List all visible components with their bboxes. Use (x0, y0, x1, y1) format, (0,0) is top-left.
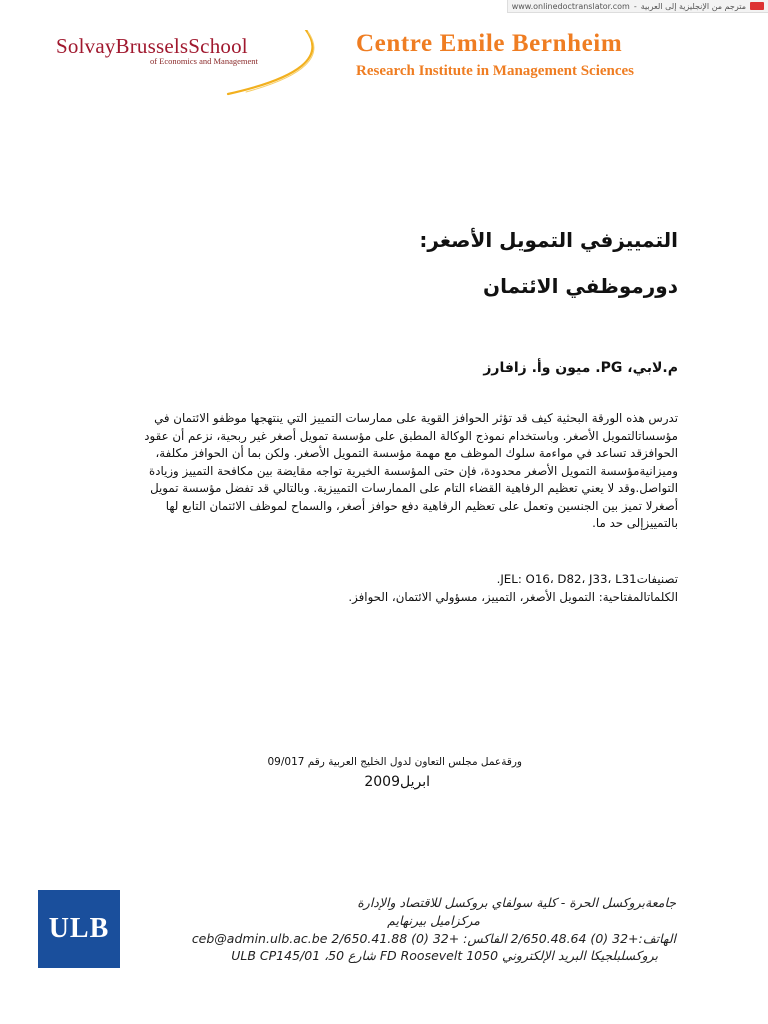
ulb-logo: ULB (38, 890, 120, 968)
translator-banner[interactable] (507, 0, 768, 13)
jel-classification: تصنيفاتJEL: O16، D82، J33، L31. (496, 572, 678, 586)
document-authors: م.لابي، PG. ميون وأ. زافارز (483, 360, 678, 376)
publication-date: ابريل2009 (364, 774, 430, 790)
abstract-line: بالتمييزإلى حد ما. (592, 516, 678, 530)
address-line-postal: بروكسلبلجيكا البريد الإلكتروني 1050 FD Roosevelt شارع 50، ULB CP145/01 (231, 948, 658, 963)
ceb-subtitle: Research Institute in Management Sciences (356, 63, 635, 79)
abstract-line: تدرس هذه الورقة البحثية كيف قد تؤثر الحوافز القوية على ممارسات التمييز التي ينتهجها موظفو الائتمان في (154, 411, 678, 425)
solvay-name: SolvayBrusselsSchool (56, 34, 248, 58)
working-paper-number: ورقةعمل مجلس التعاون لدول الخليج العربية رقم 09/017 (267, 756, 522, 768)
solvay-logo (56, 34, 316, 98)
address-line-contact: الهاتف:+32 (0) 2/650.48.64 الفاكس: +32 (0) 2/650.41.88 ceb@admin.ulb.ac.be (191, 931, 676, 946)
banner-label: مترجم من الإنجليزية إلى العربية (640, 1, 746, 11)
keywords: الكلماتالمفتاحية: التمويل الأصغر، التمييز، مسؤولي الائتمان، الحوافز. (348, 590, 678, 604)
document-title-line1: التمييزفي التمويل الأصغر: (419, 228, 678, 252)
abstract (96, 410, 678, 533)
address-line-university: جامعةبروكسل الحرة - كلية سولفاي بروكسل للاقتصاد والإدارة (357, 895, 676, 910)
abstract-line: أصغرلا تميز بين الجنسين وتعمل على تعظيم الرفاهية دفع حوافز أصغر، والسماح لموظف الائتمان التابع لها (165, 498, 678, 513)
translator-logo-icon (750, 2, 764, 10)
document-title-line2: دورموظفي الائتمان (483, 274, 678, 298)
abstract-line: التواصل.وقد لا يعني تعظيم الرفاهية القضاء التام على الممارسات التمييزية. وبالتالي قد تفضل مؤسسة تمويل (150, 481, 678, 495)
solvay-subtitle: of Economics and Management (150, 56, 258, 66)
banner-url[interactable]: www.onlinedoctranslator.com (511, 1, 630, 11)
abstract-line: الحوافزقد تساعد في مواءمة سلوك الموظف مع مهمة مؤسسة التمويل الأصغر. ولكن بما أن الحوافز مكلفة، (155, 446, 678, 460)
ceb-title: Centre Emile Bernheim (356, 30, 623, 57)
address-line-centre: مركزاميل بيرنهايم (387, 913, 480, 928)
banner-separator: - (633, 1, 637, 11)
abstract-line: وميزانيةمؤسسة التمويل الأصغر محدودة، فإن حتى المؤسسة الخيرية تواجه مقايضة بين مكافحة التمييز وزيادة (149, 463, 678, 478)
abstract-line: مؤسساتالتمويل الأصغر. وباستخدام نموذج الوكالة المطبق على مؤسسة تمويل أصغر غير ربحية، نزعم أن عقود (144, 428, 678, 443)
